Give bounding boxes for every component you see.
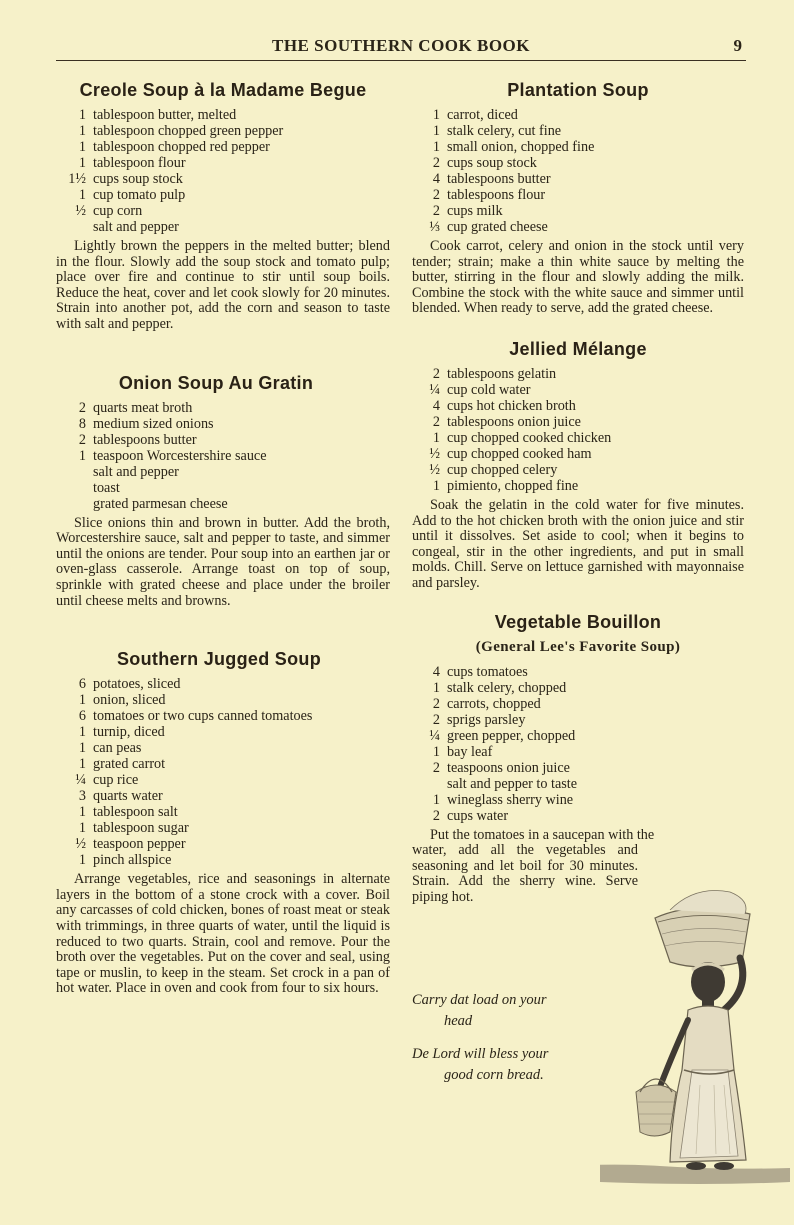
- recipe-directions: Soak the gelatin in the cold water for five minutes. Add to the hot chicken broth with the onion juice and stir until it dissolves. Set aside to cool; when it begins to congeal, stir in the other ingredients, and put in small molds. Chill. Serve on lettuce garnished with mayonnaise and parsley.: [412, 496, 744, 591]
- ingredient-item: [66, 676, 390, 692]
- ingredient-text: cup tomato pulp: [93, 187, 186, 203]
- ingredient-text: carrots, chopped: [447, 695, 541, 712]
- ingredient-quantity: 2: [432, 203, 440, 219]
- ingredient-text: tablespoon sugar: [93, 820, 189, 837]
- recipe-jugged-soup: [56, 649, 390, 997]
- ingredient-quantity: 2: [432, 155, 440, 171]
- ingredient-quantity: 4: [432, 171, 440, 187]
- ingredient-item: [66, 400, 390, 416]
- ingredient-quantity: 1: [78, 187, 86, 203]
- ingredient-text: carrot, diced: [447, 107, 518, 123]
- ingredient-quantity: 2: [432, 365, 440, 382]
- ingredient-quantity: 1: [432, 123, 440, 139]
- ingredient-item: [66, 107, 390, 123]
- ingredient-text: small onion, chopped fine: [447, 139, 595, 155]
- ingredient-item: [66, 171, 390, 187]
- ingredient-list: [66, 676, 390, 868]
- ingredient-quantity: 1: [432, 743, 440, 760]
- ingredient-text: tablespoon butter, melted: [93, 107, 237, 123]
- ingredient-quantity: ½: [429, 461, 440, 478]
- ingredient-text: cup chopped cooked ham: [447, 445, 592, 462]
- ingredient-list: [66, 107, 390, 235]
- ingredient-quantity: [420, 776, 440, 792]
- ingredient-list: [66, 400, 390, 512]
- recipe-title: Creole Soup à la Madame Begue: [79, 80, 367, 100]
- ingredient-text: tablespoon chopped red pepper: [93, 139, 270, 155]
- ingredient-item: [66, 788, 390, 804]
- ingredient-item: [66, 708, 390, 724]
- ingredient-item: [420, 382, 744, 398]
- ingredient-item: [66, 756, 390, 772]
- ingredient-quantity: 4: [432, 663, 440, 680]
- ingredient-text: cups soup stock: [93, 171, 183, 187]
- ingredient-quantity: 1: [78, 724, 86, 741]
- ingredient-item: [66, 820, 390, 836]
- ingredient-item: [420, 776, 744, 792]
- ingredient-text: cups hot chicken broth: [447, 397, 576, 414]
- recipe-directions: Cook carrot, celery and onion in the stock until very tender; strain; make a thin white sauce by melting the butter, stirring in the flour and slowly adding the milk. Combine the stock with the white sauce and simmer until blended. When ready to serve, add the grated cheese.: [412, 238, 744, 317]
- ingredient-quantity: 2: [78, 431, 86, 448]
- ingredient-quantity: 3: [78, 788, 86, 805]
- running-head: [56, 36, 746, 61]
- ingredient-list: [420, 664, 744, 824]
- ingredient-text: cups water: [447, 807, 509, 824]
- recipe-jellied-melange: [412, 339, 744, 592]
- ingredient-text: onion, sliced: [93, 692, 166, 709]
- ingredient-quantity: 1: [432, 429, 440, 446]
- ingredient-item: [420, 478, 744, 494]
- ingredient-quantity: [66, 480, 86, 496]
- recipe-title: Onion Soup Au Gratin: [118, 372, 314, 393]
- ingredient-text: teaspoons onion juice: [447, 759, 570, 776]
- ingredient-quantity: 2: [432, 807, 440, 824]
- ingredient-item: [420, 187, 744, 203]
- book-title: THE SOUTHERN COOK BOOK: [271, 36, 530, 55]
- ingredient-item: [66, 432, 390, 448]
- ingredient-text: teaspoon pepper: [93, 836, 186, 853]
- recipe-vegetable-bouillon: [412, 612, 744, 906]
- ingredient-item: [420, 696, 744, 712]
- ingredient-item: [66, 692, 390, 708]
- ingredient-item: [66, 740, 390, 756]
- ingredient-item: [420, 155, 744, 171]
- verse-line: De Lord will bless your: [412, 1046, 549, 1062]
- ingredient-item: [420, 792, 744, 808]
- ingredient-text: cup chopped cooked chicken: [447, 429, 612, 446]
- ingredient-quantity: 6: [78, 676, 86, 693]
- recipe-creole-soup: [56, 80, 390, 333]
- ingredient-quantity: 1: [432, 791, 440, 808]
- ingredient-quantity: 2: [78, 399, 86, 416]
- ingredient-text: tablespoons gelatin: [447, 365, 557, 382]
- ingredient-quantity: 8: [78, 415, 86, 432]
- ingredient-text: cups tomatoes: [447, 663, 528, 680]
- ingredient-text: medium sized onions: [93, 415, 214, 432]
- ingredient-item: [420, 680, 744, 696]
- ingredient-quantity: 1: [78, 139, 86, 155]
- ingredient-quantity: ¼: [75, 772, 86, 789]
- ingredient-text: teaspoon Worcestershire sauce: [93, 447, 267, 464]
- recipe-subtitle: (General Lee's Favorite Soup): [475, 638, 681, 655]
- recipe-plantation-soup: [412, 80, 744, 317]
- right-column: [412, 80, 744, 906]
- ingredient-text: pimiento, chopped fine: [447, 477, 579, 494]
- ingredient-text: tablespoons onion juice: [447, 413, 581, 430]
- ingredient-text: salt and pepper: [93, 463, 179, 480]
- ingredient-quantity: ½: [429, 445, 440, 462]
- ingredient-item: [420, 219, 744, 235]
- ingredient-item: [66, 464, 390, 480]
- ingredient-item: [66, 416, 390, 432]
- ingredient-text: turnip, diced: [93, 724, 165, 741]
- ingredient-text: cup chopped celery: [447, 461, 558, 478]
- ingredient-text: bay leaf: [447, 743, 493, 760]
- ingredient-text: cup rice: [93, 772, 139, 789]
- ingredient-quantity: 1: [432, 679, 440, 696]
- ingredient-text: grated parmesan cheese: [93, 495, 228, 512]
- ingredient-item: [66, 836, 390, 852]
- ingredient-item: [420, 366, 744, 382]
- recipe-directions: Arrange vegetables, rice and seasonings in alternate layers in the bottom of a stone crock with a cover. Boil any carcasses of cold chicken, bones of roast meat or steak with trimmings, in three quarts of water, until the liquid is reduced to two quarts. Strain, cool and remove. Pour the broth over the vegetables. Put on the cover and seal, using tape or muslin, to keep in the steam. Set crock in a pan of hot water. Place in oven and cook from four to six hours.: [56, 871, 390, 997]
- ingredient-quantity: 1½: [68, 171, 86, 187]
- ingredient-text: quarts meat broth: [93, 399, 193, 416]
- ingredient-text: tablespoon salt: [93, 804, 178, 821]
- ingredient-quantity: 4: [432, 397, 440, 414]
- ingredient-text: tablespoon flour: [93, 155, 186, 171]
- ingredient-text: can peas: [93, 740, 142, 757]
- ingredient-quantity: 1: [78, 107, 86, 123]
- ingredient-item: [66, 155, 390, 171]
- ingredient-list: [420, 107, 744, 235]
- ingredient-item: [420, 430, 744, 446]
- ingredient-item: [66, 219, 390, 235]
- ingredient-text: grated carrot: [93, 756, 166, 773]
- ingredient-item: [66, 139, 390, 155]
- ingredient-quantity: 1: [78, 820, 86, 837]
- ingredient-item: [66, 203, 390, 219]
- ingredient-quantity: 1: [432, 139, 440, 155]
- ingredient-text: tomatoes or two cups canned tomatoes: [93, 708, 313, 725]
- ingredient-text: sprigs parsley: [447, 711, 526, 728]
- ingredient-text: cup cold water: [447, 381, 531, 398]
- ingredient-text: tablespoon chopped green pepper: [93, 123, 284, 139]
- ingredient-item: [420, 712, 744, 728]
- ingredient-quantity: 2: [432, 413, 440, 430]
- ingredient-text: tablespoons flour: [447, 187, 546, 203]
- ingredient-quantity: 1: [78, 756, 86, 773]
- ingredient-item: [66, 724, 390, 740]
- ingredient-item: [66, 852, 390, 868]
- ingredient-quantity: 1: [78, 123, 86, 139]
- ingredient-item: [66, 496, 390, 512]
- ingredient-item: [420, 107, 744, 123]
- ingredient-quantity: [66, 219, 86, 235]
- ingredient-text: green pepper, chopped: [447, 727, 576, 744]
- ingredient-item: [420, 664, 744, 680]
- recipe-title: Southern Jugged Soup: [117, 649, 321, 670]
- recipe-onion-soup: [56, 373, 390, 610]
- ingredient-quantity: ½: [75, 203, 86, 219]
- recipe-title: Vegetable Bouillon: [494, 611, 662, 632]
- ingredient-item: [420, 398, 744, 414]
- verse-line: head: [444, 1013, 473, 1029]
- recipe-title: Jellied Mélange: [509, 338, 647, 359]
- ingredient-quantity: 6: [78, 708, 86, 725]
- ingredient-text: toast: [93, 479, 120, 496]
- ingredient-quantity: 1: [78, 852, 86, 869]
- left-column: [56, 80, 390, 997]
- ingredient-text: salt and pepper to taste: [447, 775, 578, 792]
- verse-line: Carry dat load on your: [412, 992, 547, 1008]
- ingredient-text: tablespoons butter: [93, 431, 197, 448]
- ingredient-quantity: 1: [78, 692, 86, 709]
- recipe-directions: Lightly brown the peppers in the melted butter; blend in the flour. Slowly add the soup stock and tomato pulp; place over fire and continue to stir until soup boils. Reduce the heat, cover and let cook slowly for 20 minutes. Strain into another pot, add the corn and season to taste with salt and pepper.: [56, 238, 390, 332]
- ingredient-quantity: [66, 496, 86, 512]
- woman-carrying-basket-on-head-illustration: [600, 870, 790, 1200]
- ingredient-quantity: 1: [78, 155, 86, 171]
- ingredient-quantity: ½: [75, 836, 86, 853]
- recipe-directions-first-line: Put the tomatoes in a saucepan with the: [430, 826, 655, 843]
- ingredient-item: [66, 480, 390, 496]
- ingredient-text: tablespoons butter: [447, 171, 551, 187]
- ingredient-text: cups soup stock: [447, 155, 537, 171]
- recipe-directions: Slice onions thin and brown in butter. Add the broth, Worcestershire sauce, salt and pepper to taste, and simmer until the onions are tender. Pour soup into an earthen jar or oven-glass casserole. Arrange toast on top of soup, sprinkle with grated cheese and place under the broiler until cheese melts and browns.: [56, 514, 390, 609]
- ingredient-quantity: 1: [432, 107, 440, 123]
- ingredient-text: cup corn: [93, 203, 143, 219]
- ingredient-item: [420, 139, 744, 155]
- ingredient-item: [66, 804, 390, 820]
- ingredient-item: [66, 187, 390, 203]
- ingredient-text: pinch allspice: [93, 852, 172, 869]
- ingredient-item: [420, 414, 744, 430]
- ingredient-list: [420, 366, 744, 494]
- recipe-directions: water, add all the vegetables and seasoning and let boil for 30 minutes. Strain. Add the sherry wine. Serve piping hot.: [412, 842, 638, 905]
- ingredient-quantity: 1: [78, 447, 86, 464]
- ingredient-quantity: 1: [78, 740, 86, 757]
- ingredient-quantity: ¼: [429, 727, 440, 744]
- ingredient-item: [420, 123, 744, 139]
- ingredient-item: [420, 744, 744, 760]
- ingredient-item: [420, 446, 744, 462]
- ingredient-item: [420, 728, 744, 744]
- ingredient-item: [66, 448, 390, 464]
- ingredient-item: [420, 808, 744, 824]
- ingredient-quantity: 2: [432, 695, 440, 712]
- ingredient-item: [420, 462, 744, 478]
- ingredient-quantity: 1: [78, 804, 86, 821]
- ingredient-item: [420, 171, 744, 187]
- ingredient-item: [420, 760, 744, 776]
- ingredient-text: cups milk: [447, 203, 503, 219]
- ingredient-text: wineglass sherry wine: [447, 791, 574, 808]
- ingredient-text: potatoes, sliced: [93, 676, 181, 693]
- ingredient-item: [66, 772, 390, 788]
- ingredient-quantity: ¼: [429, 381, 440, 398]
- ingredient-text: cup grated cheese: [447, 219, 548, 235]
- recipe-title: Plantation Soup: [507, 80, 649, 100]
- ingredient-quantity: 2: [432, 759, 440, 776]
- ingredient-quantity: 1: [432, 477, 440, 494]
- ingredient-quantity: [66, 464, 86, 480]
- verse-line: good corn bread.: [444, 1067, 544, 1083]
- ingredient-text: quarts water: [93, 788, 163, 805]
- page-number: 9: [733, 36, 742, 55]
- ingredient-item: [66, 123, 390, 139]
- ingredient-text: salt and pepper: [93, 219, 179, 235]
- ingredient-quantity: 2: [432, 711, 440, 728]
- ingredient-item: [420, 203, 744, 219]
- ingredient-text: stalk celery, cut fine: [447, 123, 562, 139]
- ingredient-text: stalk celery, chopped: [447, 679, 567, 696]
- ingredient-quantity: 2: [432, 187, 440, 203]
- ingredient-quantity: ⅓: [429, 219, 440, 235]
